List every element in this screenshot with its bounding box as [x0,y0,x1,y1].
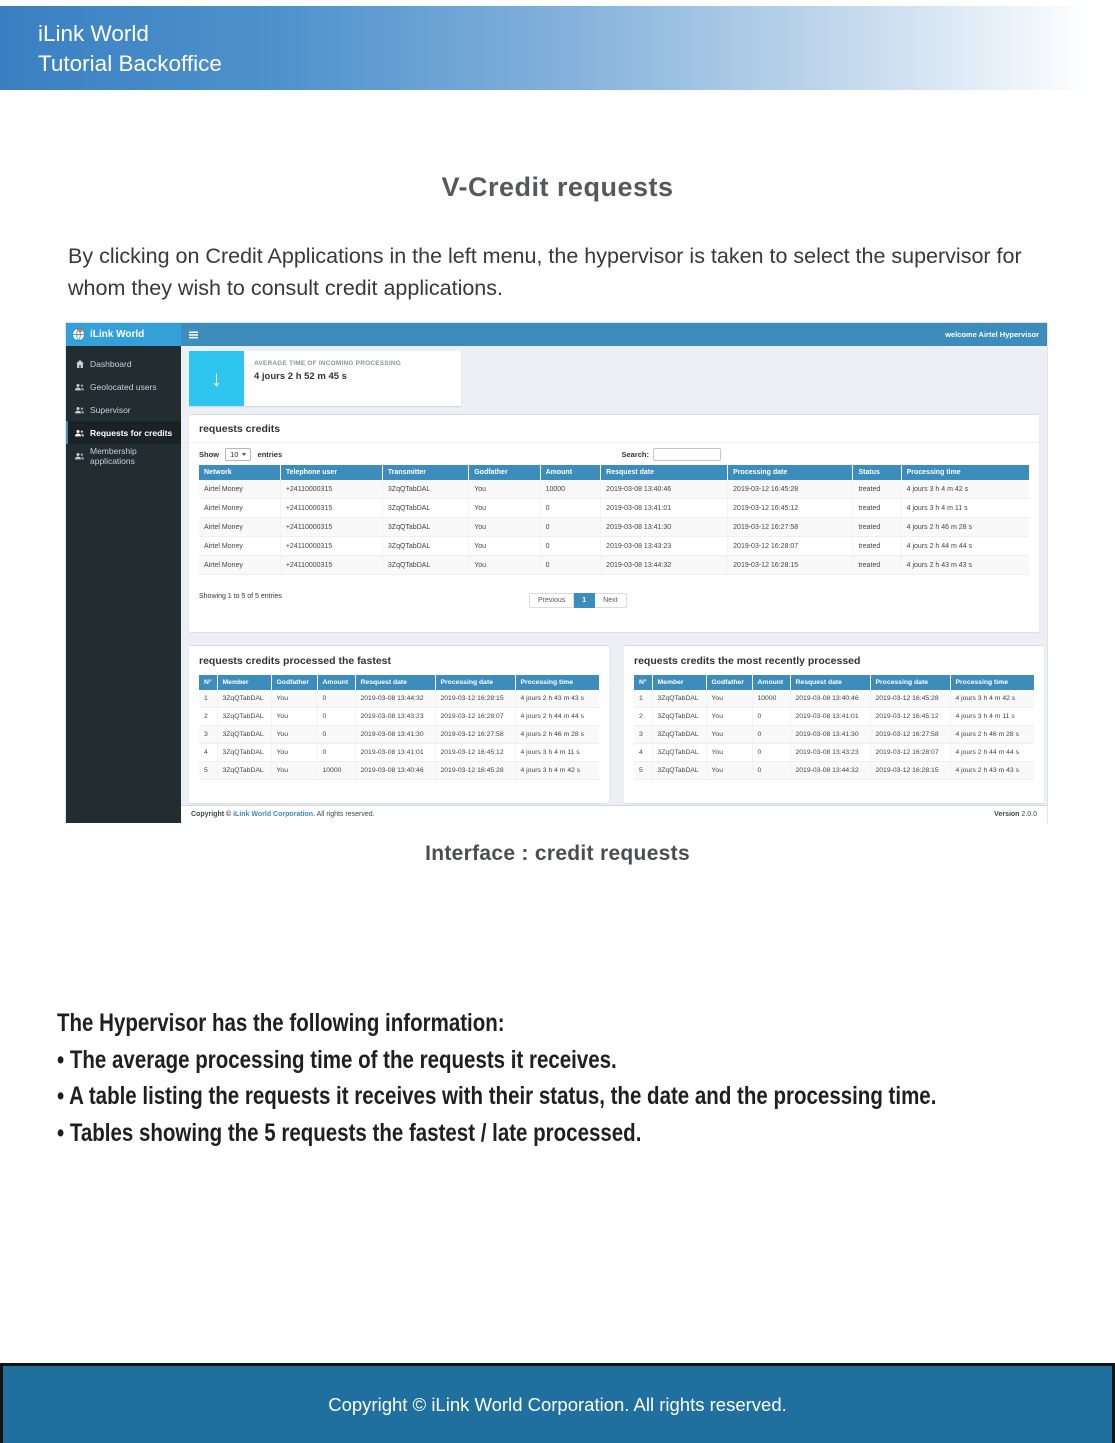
table-cell: 4 jours 3 h 4 m 11 s [901,499,1029,518]
table-cell: 3ZqQTabDAL [217,708,271,726]
next-page-button[interactable]: Next [595,593,626,608]
table-cell: 3ZqQTabDAL [382,499,468,518]
table-cell: 2019-03-08 13:41:01 [601,499,728,518]
stat-value: 4 jours 2 h 52 m 45 s [254,371,347,382]
table-cell: 2 [634,708,652,726]
table-row [634,726,1034,744]
column-header[interactable]: Amount [540,465,601,480]
table-cell: Airtel Money [199,480,280,499]
table-cell: 5 [634,762,652,780]
showing-entries: Showing 1 to 5 of 5 entries [199,593,282,600]
table-cell: 3ZqQTabDAL [382,537,468,556]
page-length-select[interactable] [225,448,251,461]
table-cell: 3 [634,726,652,744]
column-header[interactable]: Network [199,465,280,480]
app-main-column [181,346,1047,823]
app-screenshot [65,322,1048,823]
page-footer [0,1363,1115,1443]
download-arrow-icon: ↓ [189,351,244,406]
table-cell: +24110000315 [280,499,382,518]
table-row [199,480,1029,499]
table-cell: 2019-03-08 13:40:46 [601,480,728,499]
table-cell: You [706,744,752,762]
table-cell: 2019-03-08 13:44:32 [355,690,435,708]
pagination [529,593,627,608]
table-cell: 3 [199,726,217,744]
table-cell: 0 [752,726,790,744]
info-bullet: • The average processing time of the requests it receives. [57,1045,617,1074]
table-controls [189,443,1039,465]
column-header[interactable]: Processing time [950,675,1034,690]
table-cell: 2019-03-08 13:41:30 [601,518,728,537]
table-cell: 2019-03-12 16:27:58 [435,726,515,744]
sidebar-menu [66,346,181,823]
table-cell: 10000 [317,762,355,780]
table-cell: 4 jours 2 h 46 m 28 s [515,726,599,744]
table-cell: 0 [752,762,790,780]
table-cell: 3ZqQTabDAL [217,744,271,762]
table-cell: 2019-03-12 16:28:07 [728,537,853,556]
table-cell: 3ZqQTabDAL [652,744,706,762]
table-cell: 4 jours 2 h 44 m 44 s [515,708,599,726]
table-cell: 2019-03-08 13:43:23 [790,744,870,762]
table-header-row [199,465,1029,480]
stat-label: AVERAGE TIME OF INCOMING PROCESSING [254,360,402,367]
table-cell: 3ZqQTabDAL [382,518,468,537]
doc-header-title: iLink World [38,21,149,46]
table-cell: 2019-03-08 13:41:30 [790,726,870,744]
table-cell: 0 [540,537,601,556]
column-header[interactable]: Member [217,675,271,690]
table-cell: +24110000315 [280,556,382,575]
requests-table [199,465,1029,575]
search-control [621,448,721,461]
table-cell: 0 [317,726,355,744]
caret-down-icon [242,453,246,456]
table-cell: 10000 [752,690,790,708]
table-cell: 3ZqQTabDAL [652,690,706,708]
panel-title: requests credits processed the fastest [199,655,391,667]
app-content [181,346,1047,805]
table-cell: 2 [199,708,217,726]
table-cell: +24110000315 [280,537,382,556]
app-version [994,811,1037,818]
table-row [199,762,599,780]
home-icon [75,360,84,368]
table-row [634,690,1034,708]
table-cell: You [469,518,540,537]
sidebar-item-requests-for-credits[interactable] [66,421,181,444]
table-cell: 2019-03-12 16:45:12 [435,744,515,762]
table-cell: 2019-03-08 13:40:46 [790,690,870,708]
doc-header-subtitle: Tutorial Backoffice [38,51,222,76]
intro-paragraph: By clicking on Credit Applications in the left menu, the hypervisor is taken to select the supervisor for whom they wish to consult credit applications. [68,244,1022,300]
table-cell: 4 jours 2 h 46 m 28 s [950,726,1034,744]
table-cell: You [271,726,317,744]
table-cell: 2019-03-12 16:28:15 [728,556,853,575]
table-cell: treated [853,480,901,499]
table-cell: 4 jours 3 h 4 m 42 s [515,762,599,780]
table-footer [189,575,1039,603]
table-cell: 2019-03-08 13:41:01 [355,744,435,762]
table-cell: 2019-03-12 16:45:28 [870,690,950,708]
sidebar-item-supervisor[interactable] [66,398,181,421]
table-cell: Airtel Money [199,537,280,556]
table-cell: You [706,726,752,744]
page-length-control [199,448,282,461]
table-cell: 3ZqQTabDAL [382,556,468,575]
table-row [634,762,1034,780]
table-cell: 2019-03-12 16:28:07 [870,744,950,762]
table-cell: 2019-03-12 16:45:28 [728,480,853,499]
column-header[interactable]: Processing date [728,465,853,480]
ilink-logo-icon [72,328,85,341]
table-cell: 4 jours 2 h 43 m 43 s [901,556,1029,575]
table-cell: 2019-03-12 16:28:07 [435,708,515,726]
column-header[interactable]: Telephone user [280,465,382,480]
stat-text [244,351,411,406]
table-cell: 2019-03-12 16:45:28 [435,762,515,780]
table-cell: 4 jours 3 h 4 m 42 s [901,480,1029,499]
users-icon [75,406,84,414]
version-label: Version [994,811,1020,818]
column-header[interactable]: Member [652,675,706,690]
column-header[interactable]: N° [634,675,652,690]
table-cell: 4 [634,744,652,762]
column-header[interactable]: Processing date [435,675,515,690]
sidebar-item-label: Dashboard [90,358,132,369]
sidebar-item-label: Membership applications [90,445,137,466]
table-cell: 3ZqQTabDAL [652,726,706,744]
figure-caption: Interface : credit requests [425,842,690,865]
table-cell: You [469,499,540,518]
column-header[interactable]: Amount [752,675,790,690]
table-cell: 0 [317,708,355,726]
table-cell: 0 [317,744,355,762]
table-cell: +24110000315 [280,480,382,499]
table-cell: 4 jours 3 h 4 m 11 s [515,744,599,762]
copyright-prefix: Copyright © [191,811,234,818]
table-header-row [634,675,1034,690]
table-cell: Airtel Money [199,518,280,537]
column-header[interactable]: N° [199,675,217,690]
table-cell: 4 jours 2 h 43 m 43 s [950,762,1034,780]
table-cell: 3ZqQTabDAL [652,708,706,726]
table-cell: 2019-03-12 16:28:15 [435,690,515,708]
table-cell: Airtel Money [199,556,280,575]
table-cell: 4 jours 3 h 4 m 11 s [950,708,1034,726]
table-row [634,708,1034,726]
table-row [199,708,599,726]
app-topbar [66,323,1047,346]
search-input[interactable] [653,448,721,461]
table-cell: 3ZqQTabDAL [382,480,468,499]
table-row [199,726,599,744]
table-cell: 10000 [540,480,601,499]
column-header[interactable]: Godfather [706,675,752,690]
table-cell: 0 [540,518,601,537]
panel-title: requests credits the most recently processed [634,655,861,667]
table-row [199,556,1029,575]
table-cell: 2019-03-08 13:44:32 [601,556,728,575]
welcome-user[interactable]: welcome Airtel Hypervisor [945,330,1039,339]
app-footer [181,805,1047,823]
table-cell: 4 jours 2 h 44 m 44 s [950,744,1034,762]
column-header[interactable]: Resquest date [355,675,435,690]
info-block [57,1005,1115,1151]
column-header[interactable]: Processing time [515,675,599,690]
sidebar-item-label: Requests for credits [90,427,173,438]
table-cell: 2019-03-12 16:27:58 [728,518,853,537]
page-length-value: 10 [230,450,239,459]
info-bullet: • A table listing the requests it receives with their status, the date and the processing time. [57,1082,937,1110]
table-header-row [199,675,599,690]
column-header[interactable]: Amount [317,675,355,690]
table-cell: You [469,537,540,556]
table-row [634,744,1034,762]
previous-page-button[interactable]: Previous [529,593,574,608]
page-footer-text: Copyright © iLink World Corporation. All rights reserved. [328,1393,787,1415]
table-row [199,690,599,708]
sidebar-item-label: Geolocated users [90,381,157,392]
column-header[interactable]: Godfather [469,465,540,480]
table-row [199,537,1029,556]
bottom-panels [189,645,1039,803]
table-cell: 3ZqQTabDAL [217,726,271,744]
table-cell: 2019-03-08 13:41:30 [355,726,435,744]
table-row [199,499,1029,518]
table-cell: 3ZqQTabDAL [217,762,271,780]
table-cell: You [271,708,317,726]
table-cell: 2019-03-12 16:27:58 [870,726,950,744]
table-cell: 3ZqQTabDAL [652,762,706,780]
table-row [199,744,599,762]
table-cell: 0 [752,708,790,726]
sidebar-item-dashboard[interactable] [66,352,181,375]
page-title: V-Credit requests [441,172,674,202]
table-cell: 0 [540,499,601,518]
table-cell: You [706,762,752,780]
table-cell: 2019-03-12 16:28:15 [870,762,950,780]
table-cell: 1 [634,690,652,708]
table-cell: 4 [199,744,217,762]
table-cell: 1 [199,690,217,708]
info-bullet: • Tables showing the 5 requests the fastest / late processed. [57,1118,642,1147]
search-label: Search: [621,450,649,459]
fastest-requests-table [199,675,599,780]
table-cell: You [271,762,317,780]
table-cell: 2019-03-12 16:45:12 [870,708,950,726]
table-cell: +24110000315 [280,518,382,537]
app-brand: iLink World [90,329,145,340]
table-cell: 3ZqQTabDAL [217,690,271,708]
table-cell: 2019-03-08 13:40:46 [355,762,435,780]
app-logo[interactable] [66,323,181,346]
table-cell: 2019-03-08 13:44:32 [790,762,870,780]
column-header[interactable]: Transmitter [382,465,468,480]
table-cell: You [706,690,752,708]
table-row [199,518,1029,537]
table-cell: 0 [317,690,355,708]
users-icon [75,452,84,460]
average-time-card [189,351,461,406]
table-cell: Airtel Money [199,499,280,518]
table-cell: 0 [540,556,601,575]
recent-requests-table [634,675,1034,780]
requests-credits-panel [189,414,1039,632]
table-cell: You [469,480,540,499]
version-value: 2.0.0 [1021,811,1037,818]
column-header[interactable]: Godfather [271,675,317,690]
table-cell: 4 jours 2 h 43 m 43 s [515,690,599,708]
doc-header [0,6,1115,90]
table-cell: 4 jours 2 h 46 m 28 s [901,518,1029,537]
table-cell: 4 jours 2 h 44 m 44 s [901,537,1029,556]
ilink-corp-link[interactable]: iLink World Corporation. [233,811,316,818]
app-body [66,346,1047,823]
fastest-requests-panel [189,645,609,803]
entries-label: entries [257,450,283,459]
recent-requests-panel [624,645,1044,803]
table-cell: 2019-03-08 13:41:01 [790,708,870,726]
table-cell: 2019-03-08 13:43:23 [601,537,728,556]
table-cell: 2019-03-08 13:43:23 [355,708,435,726]
column-header[interactable]: Resquest date [601,465,728,480]
table-cell: 0 [752,744,790,762]
sidebar-item-label: Supervisor [90,404,131,415]
sidebar-item-membership-applications[interactable] [66,444,181,467]
column-header[interactable]: Status [853,465,901,480]
column-header[interactable]: Processing time [901,465,1029,480]
page-number-button[interactable]: 1 [574,593,595,608]
table-cell: treated [853,537,901,556]
copyright-suffix: All rights reserved. [315,811,375,818]
hamburger-menu-icon[interactable] [189,331,198,339]
table-cell: 5 [199,762,217,780]
show-label: Show [199,450,219,459]
info-heading: The Hypervisor has the following information: [57,1009,505,1037]
table-cell: You [469,556,540,575]
sidebar-item-geolocated-users[interactable] [66,375,181,398]
column-header[interactable]: Resquest date [790,675,870,690]
panel-title: requests credits [189,415,1039,443]
table-cell: treated [853,556,901,575]
column-header[interactable]: Processing date [870,675,950,690]
table-cell: You [271,690,317,708]
table-cell: You [706,708,752,726]
app-copyright [191,811,375,818]
app-navbar [181,323,1047,346]
users-icon [75,429,84,437]
table-cell: 2019-03-12 16:45:12 [728,499,853,518]
table-cell: 4 jours 3 h 4 m 42 s [950,690,1034,708]
table-cell: treated [853,499,901,518]
users-icon [75,383,84,391]
table-cell: treated [853,518,901,537]
table-cell: You [271,744,317,762]
